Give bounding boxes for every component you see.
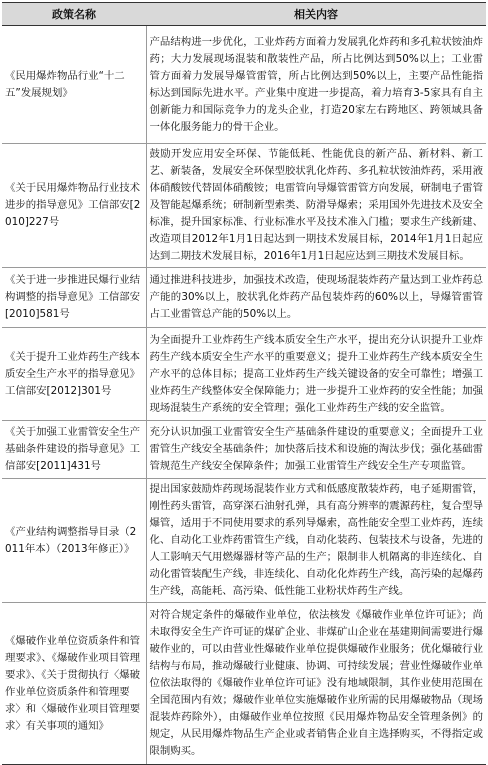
policy-content-cell: 提出国家鼓励炸药现场混装作业方式和低感度散装炸药，电子延期雷管，刚性药头雷管，高穿深石油射孔弹，具有高分辨率的震源药柱，复合型导爆管，适用于不同使用要求的系列导爆索，高性能安全型工业炸药，连续化、自动化工业炸药雷管生产线，自动化装药、包装技术与设备，先进的人工影响天气用燃爆器材等产品的生产；限制非人机隔离的非连续化、自动化雷管装配生产线，非连续化、自动化化炸药生产线，高污染的起爆药生产线，高能耗、高污染、低性能工业粉状炸药生产线。 <box>146 479 486 603</box>
header-related-content: 相关内容 <box>146 3 486 26</box>
table-row <box>2 144 486 268</box>
table-row <box>2 603 486 765</box>
table-row <box>2 479 486 603</box>
policy-name-cell: 《关于提升工业炸药生产线本质安全生产水平的指导意见》工信部安[2012]301号 <box>2 328 146 421</box>
policy-content-cell: 为全面提升工业炸药生产线本质安全生产水平，提出充分认识提升工业炸药生产线本质安全生产水平的重要意义；提升工业炸药生产线本质安全生产水平的总体目标；提高工业炸药生产线关键设备的安全可靠性；增强工业炸药生产线整体安全保障能力；进一步提升工业炸药的安全性能；加强现场混装生产系统的安全管理；强化工业炸药生产线的安全监管。 <box>146 328 486 421</box>
policy-table-container <box>2 2 486 765</box>
policy-content-cell: 充分认识加强工业雷管安全生产基础条件建设的重要意义；全面提升工业雷管生产线安全基础条件；加快落后技术和设施的淘汰步伐；强化基础雷管规范生产线安全保障条件；加强工业雷管生产线安全生产专项监管。 <box>146 421 486 479</box>
policy-name-cell: 《关于进一步推进民爆行业结构调整的指导意见》工信部安[2010]581号 <box>2 268 146 328</box>
policy-table <box>2 2 486 765</box>
policy-name-cell: 《关于民用爆炸物品行业技术进步的指导意见》工信部安[2010]227号 <box>2 144 146 268</box>
table-row <box>2 26 486 144</box>
policy-name-cell: 《产业结构调整指导目录（2011年本）（2013年修正）》 <box>2 479 146 603</box>
header-policy-name: 政策名称 <box>2 3 146 26</box>
policy-content-cell: 鼓励开发应用安全环保、节能低耗、性能优良的新产品、新材料、新工艺、新装备，发展安全环保型胶状乳化炸药、多孔粒状铵油炸药，采用液体硝酸铵代替固体硝酸铵；电雷管向导爆管雷管方向发展，研制电子雷管及智能起爆系统；研制新型索类、防滑导爆索；采用国外先进技术及安全标准，提升国家标准、行业标准水平及技术准入门槛；要求生产线新建、改造项目2012年1月1日起达到一期技术发展目标，2014年1月1日起应达到二期技术发展目标，2016年1月1日起应达到三期技术发展目标。 <box>146 144 486 268</box>
policy-content-cell: 通过推进科技进步，加强技术改造，使现场混装炸药产量达到工业炸药总产能的30%以上，胶状乳化炸药产品包装炸药的60%以上，导爆管雷管占工业雷管总产能的50%以上。 <box>146 268 486 328</box>
table-row <box>2 268 486 328</box>
policy-content-cell: 对符合规定条件的爆破作业单位，依法核发《爆破作业单位许可证》；尚未取得安全生产许可证的煤矿企业、非煤矿山企业在基建期间需要进行爆破作业的，可以由营业性爆破作业单位提供爆破作业服务；优化爆破行业结构与布局，推动爆破行业健康、协调、可持续发展；营业性爆破作业单位依法取得的《爆破作业单位许可证》没有地域限制，其作业使用范围在全国范围内有效；爆破作业单位实施爆破作业所需的民用爆破物品（现场混装炸药除外），由爆破作业单位按照《民用爆炸物品安全管理条例》的规定，从民用爆炸物品生产企业或者销售企业自主选择购买，不得指定或限制购买。 <box>146 603 486 765</box>
policy-content-cell: 产品结构进一步优化，工业炸药方面着力发展乳化炸药和多孔粒状铵油炸药；大力发展现场混装和散装性产品，所占比例达到50%以上；工业雷管方面着力发展导爆管雷管，所占比例达到50%以上，主要产品性能指标达到国际先进水平。产业集中度进一步提高，着力培育3-5家具有自主创新能力和国际竞争力的龙头企业，打造20家左右跨地区、跨领域具备一体化服务能力的骨干企业。 <box>146 26 486 144</box>
policy-name-cell: 《关于加强工业雷管安全生产基础条件建设的指导意见》工信部安[2011]431号 <box>2 421 146 479</box>
policy-name-cell: 《爆破作业单位资质条件和管理要求》、《爆破作业项目管理要求》、《关于贯彻执行〈爆破作业单位资质条件和管理要求〉和〈爆破作业项目管理要求〉有关事项的通知》 <box>2 603 146 765</box>
table-row <box>2 421 486 479</box>
table-row <box>2 328 486 421</box>
table-header-row <box>2 3 486 26</box>
policy-name-cell: 《民用爆炸物品行业“十二五”发展规划》 <box>2 26 146 144</box>
